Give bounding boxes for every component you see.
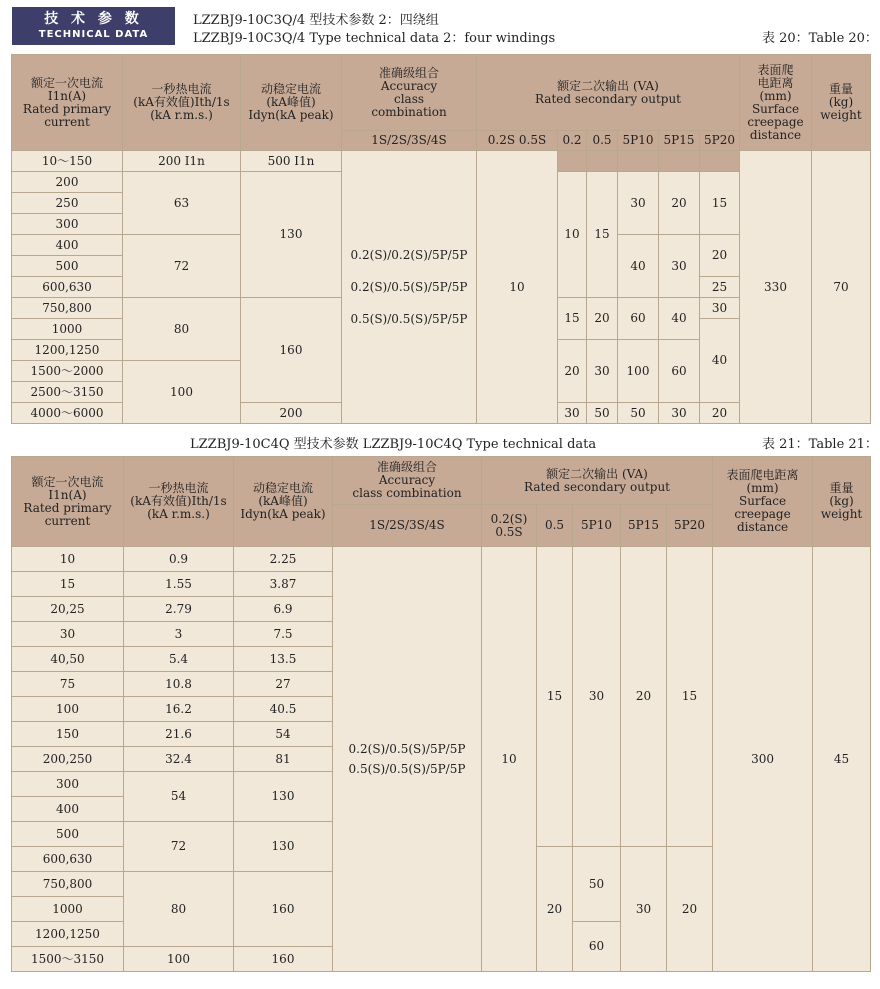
t21-current-cell: 1000 — [12, 897, 124, 922]
t20-dynamic-cell: 500 I1n — [241, 151, 342, 172]
t21-thermal-cell: 1.55 — [124, 572, 234, 597]
t20-empty-cell — [587, 151, 618, 172]
t20-header-current: 额定一次电流 I1n(A) Rated primary current — [12, 55, 123, 151]
table21-number: 表 21：Table 21： — [762, 437, 878, 452]
t21-thermal-cell: 2.79 — [124, 597, 234, 622]
t21-current-cell: 40,50 — [12, 647, 124, 672]
t20-current-cell: 400 — [12, 235, 123, 256]
t20-accuracy-2: 0.2(S)/0.5(S)/5P/5P — [350, 280, 468, 294]
t21-header-accuracy: 准确级组合 Accuracy class combination — [333, 457, 482, 505]
t21-sub-accuracy: 1S/2S/3S/4S — [333, 505, 482, 547]
t21-dynamic-cell: 2.25 — [234, 547, 333, 572]
t20-output-02: 15 — [558, 298, 587, 340]
t20-output-5p10: 100 — [618, 340, 659, 403]
t21-output-5p10: 30 — [573, 547, 621, 847]
t21-dynamic-cell: 160 — [234, 872, 333, 947]
t21-output-5p20: 20 — [667, 847, 713, 972]
t21-sub-05: 0.5 — [537, 505, 573, 547]
t21-sub-5p20: 5P20 — [667, 505, 713, 547]
t20-output-5p10: 40 — [618, 235, 659, 298]
t21-dynamic-cell: 160 — [234, 947, 333, 972]
t21-current-cell: 500 — [12, 822, 124, 847]
t21-current-cell: 400 — [12, 797, 124, 822]
t21-sub-02s-05s: 0.2(S) 0.5S — [482, 505, 537, 547]
t21-output-02s05s: 10 — [482, 547, 537, 972]
t20-output-5p15: 30 — [659, 235, 700, 298]
t21-thermal-cell: 80 — [124, 872, 234, 947]
technical-data-badge — [12, 7, 175, 45]
badge-cn: 技 术 参 数 — [44, 11, 143, 27]
t20-empty-cell — [659, 151, 700, 172]
table-21 — [11, 456, 871, 972]
t20-output-05: 20 — [587, 298, 618, 340]
t21-thermal-cell: 72 — [124, 822, 234, 872]
t20-output-5p15: 20 — [659, 172, 700, 235]
t21-output-05: 20 — [537, 847, 573, 972]
t20-sub-02: 0.2 — [558, 131, 587, 151]
t20-dynamic-cell: 130 — [241, 172, 342, 298]
t21-header-output: 额定二次输出 (VA) Rated secondary output — [482, 457, 713, 505]
t21-output-5p10: 60 — [573, 922, 621, 972]
t21-dynamic-cell: 3.87 — [234, 572, 333, 597]
t20-header-thermal: 一秒热电流 (kA有效值)Ith/1s (kA r.m.s.) — [123, 55, 241, 151]
t21-sub-5p10: 5P10 — [573, 505, 621, 547]
t20-output-5p20: 40 — [700, 319, 740, 403]
t20-sub-02s-05s: 0.2S 0.5S — [477, 131, 558, 151]
t21-current-cell: 1200,1250 — [12, 922, 124, 947]
t21-thermal-cell: 10.8 — [124, 672, 234, 697]
t21-header-creepage: 表面爬电距离 (mm) Surface creepage distance — [713, 457, 813, 547]
t20-accuracy-cell — [342, 151, 477, 424]
table-20 — [11, 54, 871, 424]
t20-header-dynamic: 动稳定电流 (kA峰值) Idyn(kA peak) — [241, 55, 342, 151]
t20-thermal-cell: 72 — [123, 235, 241, 298]
t20-output-5p20: 20 — [700, 403, 740, 424]
t20-current-cell: 200 — [12, 172, 123, 193]
t20-output-02: 30 — [558, 403, 587, 424]
t20-output-5p15: 60 — [659, 340, 700, 403]
t20-output-5p20: 15 — [700, 172, 740, 235]
t21-current-cell: 30 — [12, 622, 124, 647]
t20-sub-accuracy: 1S/2S/3S/4S — [342, 131, 477, 151]
t21-current-cell: 20,25 — [12, 597, 124, 622]
t20-dynamic-cell: 160 — [241, 298, 342, 403]
t21-output-5p10: 50 — [573, 847, 621, 922]
t20-accuracy-1: 0.2(S)/0.2(S)/5P/5P — [350, 248, 468, 262]
t20-dynamic-cell: 200 — [241, 403, 342, 424]
t21-dynamic-cell: 13.5 — [234, 647, 333, 672]
t20-header-creepage: 表面爬 电距离 (mm) Surface creepage distance — [740, 55, 812, 151]
t20-accuracy-3: 0.5(S)/0.5(S)/5P/5P — [350, 312, 468, 326]
t21-weight-cell: 45 — [813, 547, 871, 972]
t21-thermal-cell: 100 — [124, 947, 234, 972]
t21-accuracy-2: 0.5(S)/0.5(S)/5P/5P — [348, 762, 466, 776]
t21-thermal-cell: 21.6 — [124, 722, 234, 747]
t21-header-weight: 重量 (kg) weight — [813, 457, 871, 547]
t21-dynamic-cell: 40.5 — [234, 697, 333, 722]
t20-sub-5p20: 5P20 — [700, 131, 740, 151]
t21-dynamic-cell: 130 — [234, 772, 333, 822]
t20-current-cell: 300 — [12, 214, 123, 235]
t20-output-02: 10 — [558, 172, 587, 298]
table21-title: LZZBJ9-10C4Q 型技术参数 LZZBJ9-10C4Q Type technical data — [190, 437, 597, 452]
table20-title-en: LZZBJ9-10C3Q/4 Type technical data 2：four windings — [193, 31, 556, 46]
t21-current-cell: 150 — [12, 722, 124, 747]
t21-dynamic-cell: 27 — [234, 672, 333, 697]
t21-current-cell: 300 — [12, 772, 124, 797]
t20-empty-cell — [700, 151, 740, 172]
t20-output-02: 20 — [558, 340, 587, 403]
t21-dynamic-cell: 130 — [234, 822, 333, 872]
t20-current-cell: 1200,1250 — [12, 340, 123, 361]
t20-header-accuracy: 准确级组合 Accuracy class combination — [342, 55, 477, 131]
t20-weight-cell: 70 — [812, 151, 871, 424]
t20-sub-5p15: 5P15 — [659, 131, 700, 151]
t21-thermal-cell: 0.9 — [124, 547, 234, 572]
t20-empty-cell — [558, 151, 587, 172]
t21-output-5p20: 15 — [667, 547, 713, 847]
t20-output-5p10: 60 — [618, 298, 659, 340]
t20-output-5p10: 30 — [618, 172, 659, 235]
t21-current-cell: 75 — [12, 672, 124, 697]
t20-header-output: 额定二次输出 (VA) Rated secondary output — [477, 55, 740, 131]
t21-creepage-cell: 300 — [713, 547, 813, 972]
t20-current-cell: 500 — [12, 256, 123, 277]
t21-thermal-cell: 3 — [124, 622, 234, 647]
t21-header-current: 额定一次电流 I1n(A) Rated primary current — [12, 457, 124, 547]
t20-sub-05: 0.5 — [587, 131, 618, 151]
t20-output-5p20: 25 — [700, 277, 740, 298]
t21-accuracy-cell — [333, 547, 482, 972]
t20-output-5p15: 30 — [659, 403, 700, 424]
t20-empty-cell — [618, 151, 659, 172]
t20-thermal-cell: 80 — [123, 298, 241, 361]
t20-current-cell: 4000～6000 — [12, 403, 123, 424]
t20-output-5p20: 20 — [700, 235, 740, 277]
t20-current-cell: 600,630 — [12, 277, 123, 298]
t20-current-cell: 10～150 — [12, 151, 123, 172]
t20-current-cell: 250 — [12, 193, 123, 214]
t20-current-cell: 1500～2000 — [12, 361, 123, 382]
t20-thermal-cell: 63 — [123, 172, 241, 235]
t21-current-cell: 100 — [12, 697, 124, 722]
t21-current-cell: 600,630 — [12, 847, 124, 872]
t21-output-5p15: 30 — [621, 847, 667, 972]
t20-header-weight: 重量 (kg) weight — [812, 55, 871, 151]
t21-header-dynamic: 动稳定电流 (kA峰值) Idyn(kA peak) — [234, 457, 333, 547]
t20-output-5p20: 30 — [700, 298, 740, 319]
t20-sub-5p10: 5P10 — [618, 131, 659, 151]
t20-output-5p15: 40 — [659, 298, 700, 340]
t21-accuracy-1: 0.2(S)/0.5(S)/5P/5P — [348, 742, 466, 756]
t21-thermal-cell: 5.4 — [124, 647, 234, 672]
t21-sub-5p15: 5P15 — [621, 505, 667, 547]
t20-thermal-cell: 100 — [123, 361, 241, 424]
t20-current-cell: 2500～3150 — [12, 382, 123, 403]
t20-output-5p10: 50 — [618, 403, 659, 424]
t20-current-cell: 750,800 — [12, 298, 123, 319]
t21-current-cell: 15 — [12, 572, 124, 597]
t20-output-02s05s: 10 — [477, 151, 558, 424]
t21-header-thermal: 一秒热电流 (kA有效值)Ith/1s (kA r.m.s.) — [124, 457, 234, 547]
t21-dynamic-cell: 7.5 — [234, 622, 333, 647]
t21-dynamic-cell: 6.9 — [234, 597, 333, 622]
t20-output-05: 50 — [587, 403, 618, 424]
t21-thermal-cell: 32.4 — [124, 747, 234, 772]
badge-en: TECHNICAL DATA — [38, 29, 149, 40]
t21-current-cell: 750,800 — [12, 872, 124, 897]
table20-number: 表 20：Table 20： — [762, 31, 878, 46]
t21-current-cell: 200,250 — [12, 747, 124, 772]
t21-current-cell: 1500～3150 — [12, 947, 124, 972]
t21-output-05: 15 — [537, 547, 573, 847]
t21-dynamic-cell: 81 — [234, 747, 333, 772]
t21-thermal-cell: 54 — [124, 772, 234, 822]
t20-current-cell: 1000 — [12, 319, 123, 340]
t20-thermal-cell: 200 I1n — [123, 151, 241, 172]
t21-output-5p15: 20 — [621, 547, 667, 847]
t20-creepage-cell: 330 — [740, 151, 812, 424]
t21-current-cell: 10 — [12, 547, 124, 572]
t21-dynamic-cell: 54 — [234, 722, 333, 747]
t20-output-05: 30 — [587, 340, 618, 403]
t21-thermal-cell: 16.2 — [124, 697, 234, 722]
t20-output-05: 15 — [587, 172, 618, 298]
table20-title-cn: LZZBJ9-10C3Q/4 型技术参数 2：四绕组 — [193, 13, 439, 28]
